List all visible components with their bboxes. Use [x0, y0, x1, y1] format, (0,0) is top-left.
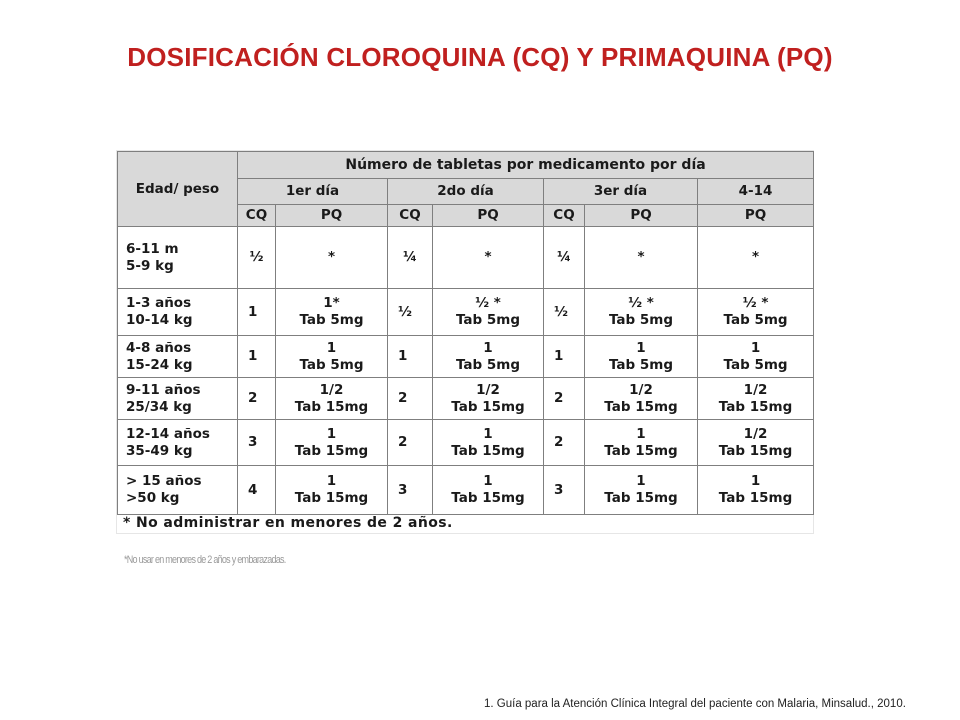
dose-amount: ½ * — [475, 295, 501, 311]
dose-amount: ¼ — [557, 249, 571, 265]
dose-amount: 1 — [636, 473, 646, 489]
tablet-strength: Tab 15mg — [718, 398, 793, 415]
cq-dose-cell — [238, 336, 276, 378]
drug-subheader-pq: PQ — [276, 205, 388, 227]
pq-dose-cell — [433, 227, 544, 289]
dose-amount: 1 — [248, 348, 258, 364]
drug-subheader-pq: PQ — [698, 205, 814, 227]
tablet-strength: Tab 15mg — [294, 490, 369, 506]
dose-amount: 3 — [398, 481, 408, 498]
dose-amount: 3 — [248, 434, 258, 450]
age-range: 9-11 años — [126, 381, 201, 398]
pq-dose-cell — [276, 378, 388, 420]
cq-dose-cell — [544, 420, 585, 466]
tablet-strength: Tab 15mg — [718, 442, 793, 459]
pq-dose-cell — [585, 420, 698, 466]
table-row — [118, 227, 814, 289]
tablet-strength: Tab 15mg — [604, 398, 678, 415]
pq-dose-cell — [276, 336, 388, 378]
dose-amount: 2 — [398, 390, 408, 406]
dose-amount: * — [484, 249, 492, 265]
cq-dose-cell — [238, 378, 276, 420]
tablet-strength: Tab 5mg — [608, 312, 674, 328]
tablet-strength: Tab 15mg — [294, 442, 369, 459]
weight-range: >50 kg — [126, 490, 180, 506]
pq-dose-cell — [433, 289, 544, 336]
pq-dose-cell — [698, 227, 814, 289]
age-weight-header: Edad/ peso — [118, 152, 238, 227]
weight-range: 10-14 kg — [126, 312, 193, 328]
dose-amount: * — [327, 249, 336, 265]
dose-amount: 4 — [248, 481, 258, 498]
dose-amount: 1 — [248, 303, 258, 320]
dose-amount: ¼ — [403, 249, 417, 265]
age-range: 12-14 años — [126, 425, 210, 442]
pq-dose-cell — [276, 420, 388, 466]
tablet-strength: Tab 5mg — [723, 356, 788, 373]
pq-dose-cell — [698, 336, 814, 378]
dose-amount: 1/2 — [476, 381, 500, 398]
weight-range: 5-9 kg — [126, 257, 174, 274]
weight-range: 25/34 kg — [126, 398, 192, 415]
dose-amount: 1 — [483, 425, 493, 442]
citation: 1. Guía para la Atención Clínica Integral del paciente con Malaria, Minsalud., 2010. — [484, 698, 906, 710]
dose-amount: ½ — [249, 249, 264, 265]
age-weight-cell — [118, 289, 238, 336]
weight-range: 15-24 kg — [126, 356, 193, 373]
cq-dose-cell — [388, 227, 433, 289]
dose-amount: 2 — [554, 390, 564, 406]
cq-dose-cell — [388, 378, 433, 420]
drug-subheader-cq: CQ — [544, 205, 585, 227]
dose-amount: 1/2 — [629, 381, 653, 398]
cq-dose-cell — [544, 466, 585, 515]
age-weight-cell — [118, 378, 238, 420]
cq-dose-cell — [388, 420, 433, 466]
pq-dose-cell — [585, 227, 698, 289]
day-header: 4-14 — [698, 179, 814, 205]
dose-amount: 1 — [554, 348, 564, 364]
weight-range: 35-49 kg — [126, 442, 193, 459]
cq-dose-cell — [544, 227, 585, 289]
dose-amount: * — [637, 249, 645, 265]
tablet-strength: Tab 15mg — [451, 398, 525, 415]
table-row — [118, 466, 814, 515]
dose-amount: 2 — [554, 434, 564, 450]
dose-amount: ½ * — [628, 295, 654, 311]
tablet-strength: Tab 15mg — [604, 442, 678, 459]
tablet-strength: Tab 15mg — [451, 490, 525, 506]
age-range: > 15 años — [126, 473, 202, 489]
age-range: 4-8 años — [126, 339, 192, 356]
pq-dose-cell — [585, 336, 698, 378]
drug-subheader-cq: CQ — [238, 205, 276, 227]
tablet-strength: Tab 15mg — [718, 490, 793, 506]
tablets-per-day-header: Número de tabletas por medicamento por día — [238, 152, 814, 179]
tablet-strength: Tab 5mg — [455, 356, 521, 373]
table-row — [118, 378, 814, 420]
cq-dose-cell — [238, 420, 276, 466]
cq-dose-cell — [544, 336, 585, 378]
table-row — [118, 336, 814, 378]
pq-dose-cell — [698, 420, 814, 466]
pq-dose-cell — [433, 466, 544, 515]
table-row — [118, 420, 814, 466]
day-header: 3er día — [544, 179, 698, 205]
cq-dose-cell — [238, 227, 276, 289]
dose-amount: 1 — [326, 339, 337, 356]
pq-dose-cell — [698, 466, 814, 515]
cq-dose-cell — [544, 289, 585, 336]
pq-dose-cell — [276, 227, 388, 289]
tablet-strength: Tab 15mg — [294, 398, 369, 415]
age-weight-cell — [118, 336, 238, 378]
dose-amount: 1 — [636, 425, 646, 442]
cq-dose-cell — [238, 289, 276, 336]
tablet-strength: Tab 5mg — [608, 356, 674, 373]
table-footnote: * No administrar en menores de 2 años. — [123, 515, 453, 531]
pq-dose-cell — [698, 378, 814, 420]
tablet-strength: Tab 15mg — [451, 442, 525, 459]
dose-amount: 1 — [483, 339, 493, 356]
cq-dose-cell — [388, 289, 433, 336]
dose-amount: 1/2 — [743, 425, 768, 442]
dose-amount: 1 — [326, 425, 337, 442]
dose-amount: 1 — [750, 473, 761, 489]
tablet-strength: Tab 5mg — [723, 312, 788, 328]
age-weight-cell — [118, 420, 238, 466]
pq-dose-cell — [585, 378, 698, 420]
pq-dose-cell — [433, 336, 544, 378]
dosage-table — [117, 151, 814, 515]
tablet-strength: Tab 5mg — [299, 312, 364, 328]
dose-amount: 1 — [326, 473, 337, 489]
cq-dose-cell — [544, 378, 585, 420]
drug-subheader-pq: PQ — [585, 205, 698, 227]
dose-amount: ½ — [554, 303, 568, 320]
tablet-strength: Tab 5mg — [455, 312, 521, 328]
age-weight-cell — [118, 227, 238, 289]
dose-amount: ½ — [398, 303, 412, 320]
tablet-strength: Tab 5mg — [299, 356, 364, 373]
cq-dose-cell — [388, 466, 433, 515]
dose-amount: 1 — [750, 339, 761, 356]
table-row — [118, 289, 814, 336]
dose-amount: 1/2 — [743, 381, 768, 398]
dose-amount: 3 — [554, 481, 564, 498]
pq-dose-cell — [585, 466, 698, 515]
age-range: 1-3 años — [126, 295, 192, 311]
pq-dose-cell — [585, 289, 698, 336]
dosage-table-body — [118, 227, 814, 515]
dose-amount: 1 — [398, 348, 408, 364]
pq-dose-cell — [698, 289, 814, 336]
dose-amount: 2 — [248, 390, 258, 406]
pq-dose-cell — [276, 466, 388, 515]
age-range: 6-11 m — [126, 240, 179, 257]
pq-dose-cell — [433, 378, 544, 420]
drug-subheader-cq: CQ — [388, 205, 433, 227]
side-note: *No usar en menores de 2 años y embarazadas. — [124, 554, 286, 566]
dose-amount: ½ * — [742, 295, 769, 311]
dose-amount: * — [752, 249, 760, 265]
cq-dose-cell — [238, 466, 276, 515]
dose-amount: 1 — [636, 339, 646, 356]
cq-dose-cell — [388, 336, 433, 378]
day-header: 1er día — [238, 179, 388, 205]
drug-subheader-pq: PQ — [433, 205, 544, 227]
age-weight-cell — [118, 466, 238, 515]
dose-amount: 2 — [398, 434, 408, 450]
dose-amount: 1 — [483, 473, 493, 489]
dosage-table-image — [117, 151, 813, 533]
pq-dose-cell — [433, 420, 544, 466]
slide-title: DOSIFICACIÓN CLOROQUINA (CQ) Y PRIMAQUINA (PQ) — [127, 42, 833, 72]
day-header: 2do día — [388, 179, 544, 205]
dose-amount: 1* — [323, 295, 340, 311]
tablet-strength: Tab 15mg — [604, 490, 678, 506]
pq-dose-cell — [276, 289, 388, 336]
dose-amount: 1/2 — [319, 381, 344, 398]
